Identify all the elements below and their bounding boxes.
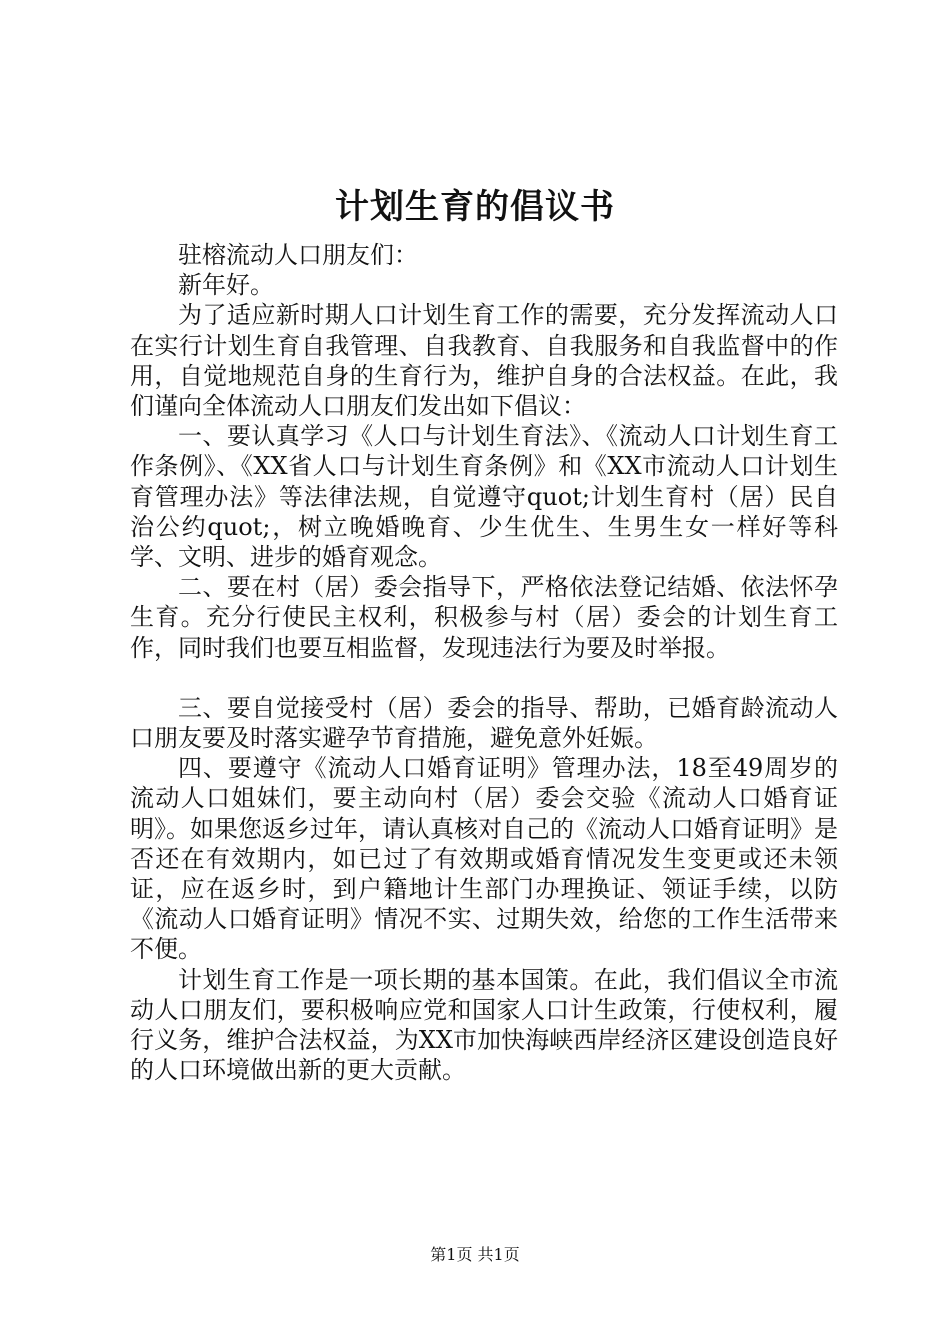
proposal-two: 二、要在村（居）委会指导下，严格依法登记结婚、依法怀孕生育。充分行使民主权利，积极参与村（居）委会的计划生育工作，同时我们也要互相监督，发现违法行为要及时举报。 <box>130 573 838 662</box>
proposal-three: 三、要自觉接受村（居）委会的指导、帮助，已婚育龄流动人口朋友要及时落实避孕节育措施，避免意外妊娠。 <box>130 693 838 753</box>
page-number: 第1页 <box>430 1245 473 1264</box>
intro-paragraph: 为了适应新时期人口计划生育工作的需要，充分发挥流动人口在实行计划生育自我管理、自我教育、自我服务和自我监督中的作用，自觉地规范自身的生育行为，维护自身的合法权益。在此，我们谨向全体流动人口朋友们发出如下倡议： <box>130 301 838 421</box>
page-total: 共1页 <box>477 1245 520 1264</box>
document-title: 计划生育的倡议书 <box>335 187 615 227</box>
page-footer <box>0 1244 950 1266</box>
closing-paragraph: 计划生育工作是一项长期的基本国策。在此，我们倡议全市流动人口朋友们，要积极响应党和国家人口计生政策，行使权利，履行义务，维护合法权益，为XX市加快海峡西岸经济区建设创造良好的人口环境做出新的更大贡献。 <box>130 965 838 1085</box>
greeting: 新年好。 <box>178 271 274 300</box>
salutation: 驻榕流动人口朋友们： <box>178 241 418 269</box>
proposal-one: 一、要认真学习《人口与计划生育法》、《流动人口计划生育工作条例》、《XX省人口与计划生育条例》和《XX市流动人口计划生育管理办法》等法律法规，自觉遵守quot;计划生育村（居）民自治公约quot;，树立晚婚晚育、少生优生、生男生女一样好等科学、文明、进步的婚育观念。 <box>130 422 838 572</box>
proposal-four: 四、要遵守《流动人口婚育证明》管理办法，18至49周岁的流动人口姐妹们，要主动向村（居）委会交验《流动人口婚育证明》。如果您返乡过年，请认真核对自己的《流动人口婚育证明》是否还在有效期内，如已过了有效期或婚育情况发生变更或还未领证，应在返乡时，到户籍地计生部门办理换证、领证手续，以防《流动人口婚育证明》情况不实、过期失效，给您的工作生活带来不便。 <box>130 754 838 964</box>
document-body <box>130 240 838 1085</box>
